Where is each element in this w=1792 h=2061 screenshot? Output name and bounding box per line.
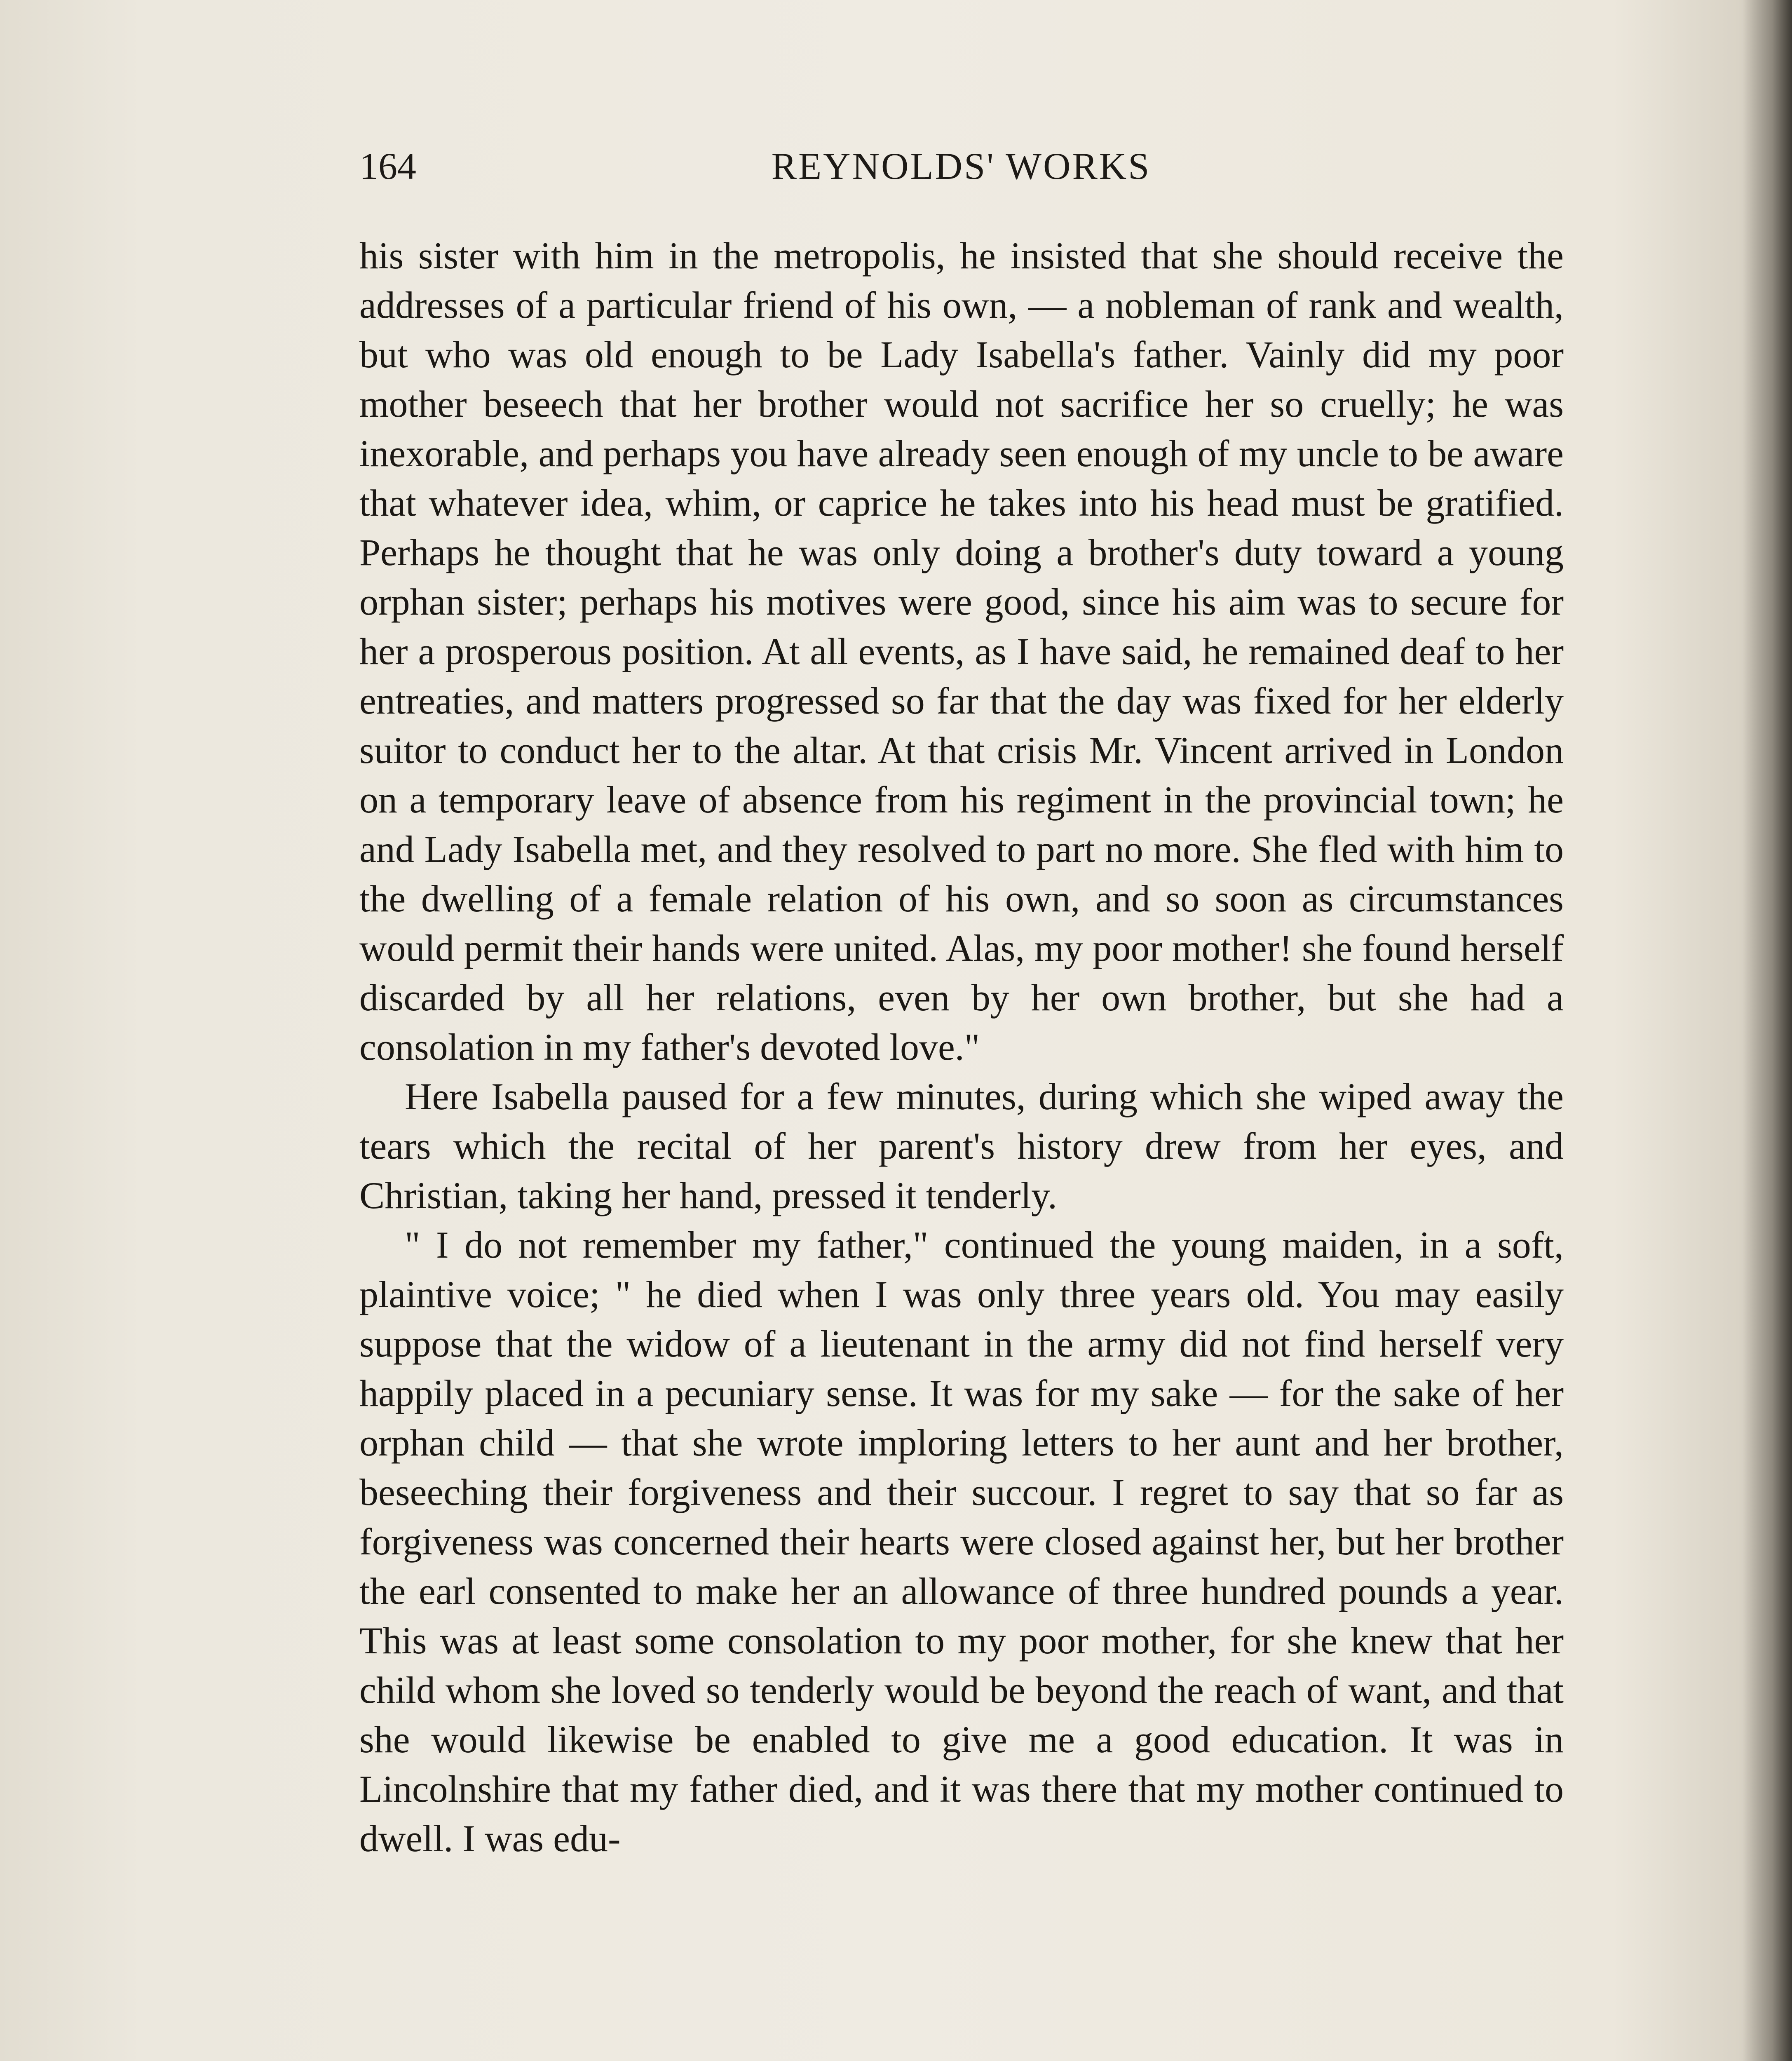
body-text [359,231,1564,1863]
page-edge-shadow [1743,0,1792,2061]
paragraph-1: his sister with him in the metropolis, he insisted that she should receive the addresses of a particular friend of his own, — a nobleman of rank and wealth, but who was old enough to be Lady Isabella's father. Vainly did my poor mother beseech that her brother would not sacrifice her so cruelly; he was inexorable, and perhaps you have already seen enough of my uncle to be aware that whatever idea, whim, or caprice he takes into his head must be gratified. Perhaps he thought that he was only doing a brother's duty toward a young orphan sister; perhaps his motives were good, since his aim was to secure for her a prosperous position. At all events, as I have said, he remained deaf to her entreaties, and matters progressed so far that the day was fixed for her elderly suitor to conduct her to the altar. At that crisis Mr. Vincent arrived in London on a temporary leave of absence from his regiment in the provincial town; he and Lady Isabella met, and they resolved to part no more. She fled with him to the dwelling of a female relation of his own, and so soon as circumstances would permit their hands were united. Alas, my poor mother! she found herself discarded by all her relations, even by her own brother, but she had a consolation in my father's devoted love." [359,235,1564,1068]
book-title: REYNOLDS' WORKS [771,145,1151,187]
page-number: 164 [359,145,416,187]
running-head [359,144,1563,194]
paragraph-2: Here Isabella paused for a few minutes, during which she wiped away the tears which the recital of her parent's history drew from her eyes, and Christian, taking her hand, pressed it tenderly. [359,1075,1564,1216]
paragraph-3: " I do not remember my father," continued the young maiden, in a soft, plaintive voice; " he died when I was only three years old. You may easily suppose that the widow of a lieutenant in the army did not find herself very happily placed in a pecuniary sense. It was for my sake — for the sake of her orphan child — that she wrote imploring letters to her aunt and her brother, beseeching their forgiveness and their succour. I regret to say that so far as forgiveness was concerned their hearts were closed against her, but her brother the earl consented to make her an allowance of three hundred pounds a year. This was at least some consolation to my poor mother, for she knew that her child whom she loved so tenderly would be beyond the reach of want, and that she would likewise be enabled to give me a good education. It was in Lincolnshire that my father died, and it was there that my mother continued to dwell. I was edu- [359,1224,1564,1859]
